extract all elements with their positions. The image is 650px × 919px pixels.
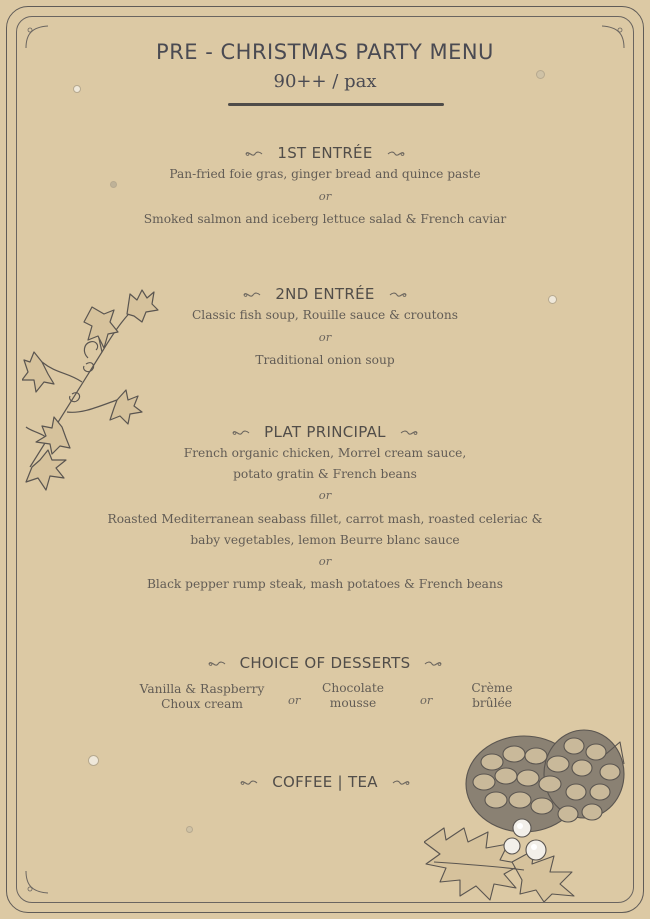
pinecone-holly-illustration [424, 724, 629, 902]
swirl-right-icon [424, 655, 442, 673]
menu-item: Roasted Mediterranean seabass fillet, carrot mash, roasted celeriac & [107, 512, 543, 526]
or-separator: or [318, 189, 332, 203]
snow-dot [88, 755, 99, 766]
menu-price: 90++ / pax [273, 71, 377, 92]
dessert-item: Vanilla & Raspberry Choux cream [139, 682, 265, 711]
swirl-right-icon [387, 145, 405, 163]
menu-item: Classic fish soup, Rouille sauce & croutons [191, 308, 459, 322]
swirl-right-icon [392, 774, 410, 792]
swirl-right-icon [389, 286, 407, 304]
menu-title: PRE - CHRISTMAS PARTY MENU [156, 40, 494, 64]
title-underline [228, 103, 444, 106]
or-separator: or [318, 330, 332, 344]
section-title-desserts: CHOICE OF DESSERTS [0, 654, 650, 673]
menu-item: Pan-fried foie gras, ginger bread and quince paste [169, 167, 481, 181]
swirl-left-icon [243, 286, 261, 304]
menu-item: French organic chicken, Morrel cream sauce, [183, 446, 467, 460]
or-separator: or [288, 693, 301, 707]
swirl-left-icon [245, 145, 263, 163]
swirl-right-icon [400, 424, 418, 442]
section-title-entree2: 2ND ENTRÉE [0, 285, 650, 304]
menu-item: Black pepper rump steak, mash potatoes & French beans [146, 577, 504, 591]
menu-item: potato gratin & French beans [233, 467, 417, 481]
dessert-item: Crème brûlée [471, 681, 513, 710]
section-title-main: PLAT PRINCIPAL [0, 423, 650, 442]
section-title-entree1: 1ST ENTRÉE [0, 144, 650, 163]
or-separator: or [318, 554, 332, 568]
or-separator: or [318, 488, 332, 502]
menu-item: Traditional onion soup [255, 353, 395, 367]
swirl-left-icon [240, 774, 258, 792]
snow-dot [73, 85, 81, 93]
swirl-left-icon [208, 655, 226, 673]
menu-item: Smoked salmon and iceberg lettuce salad & French caviar [143, 212, 507, 226]
or-separator: or [420, 693, 433, 707]
swirl-left-icon [232, 424, 250, 442]
menu-item: baby vegetables, lemon Beurre blanc sauce [190, 533, 460, 547]
snow-dot [186, 826, 193, 833]
dessert-item: Chocolate mousse [322, 681, 384, 710]
holly-branch-illustration [22, 282, 162, 497]
snow-dot [110, 181, 117, 188]
corner-ornament-bottom-left [24, 869, 50, 895]
section-title-drinks: COFFEE | TEA [0, 773, 650, 792]
snow-dot [536, 70, 545, 79]
